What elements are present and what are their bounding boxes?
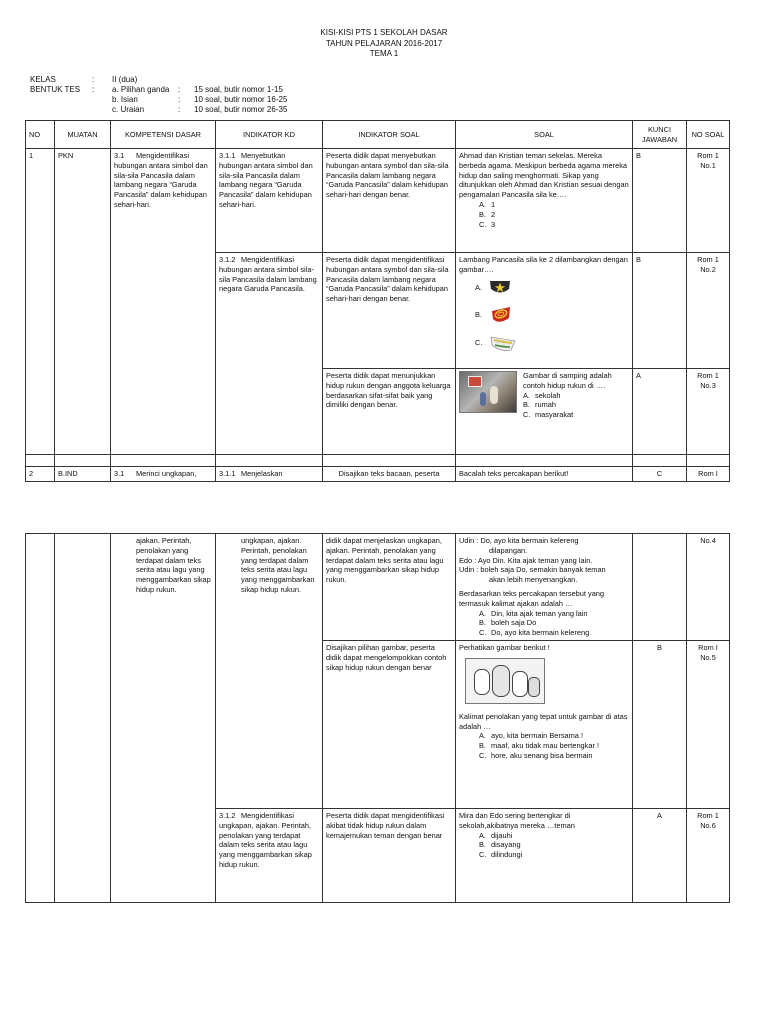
col-header-soal: SOAL [456, 121, 633, 149]
table-row [26, 149, 730, 253]
option-item: A. ayo, kita bermain Bersama ! [479, 731, 584, 741]
option-item: C. masyarakat [523, 410, 574, 420]
cell-indikator-kd: 3.1.2 Mengidentifikasi ungkapan, ajakan. Perintah, penolakan yang terdapat dalam teks serita atau lagu yang menggambarkan sikap hidup rukun. [216, 808, 323, 902]
table-header-row [26, 121, 730, 149]
family-photo-image [459, 371, 517, 413]
ikd-text: Menyebutkan hubungan antara simbol dan sila-sila Pancasila dalam lambang negara “Garuda Pancasila” dalam kehidupan sehari-hari. [219, 151, 313, 209]
cell-no [26, 534, 55, 903]
option-item: A. [475, 279, 629, 297]
cell-kunci: C [633, 467, 687, 482]
cell-indikator-kd: 3.1.1 Menyebutkan hubungan antara simbol dan sila-sila Pancasila dalam lambang negara “Garuda Pancasila” dalam kehidupan sehari-hari. [216, 149, 323, 253]
answer-options [459, 200, 629, 229]
cell-soal [456, 149, 633, 253]
option-item: B. maaf, aku tidak mau bertengkar ! [479, 741, 600, 751]
option-item: B. rumah [523, 400, 556, 410]
test-type-label: b. Isian [112, 95, 138, 104]
question-text: Gambar di samping adalah contoh hidup rukun di …. [523, 371, 612, 390]
children-quarrel-image [465, 658, 545, 704]
cell-soal: Bacalah teks percakapan berikut! [456, 467, 633, 482]
dialog: Udin : Do, ayo kita bermain kelereng dilapangan. Edo : Ayo Din. Kita ajak teman yang lain. Udin : boleh saja Do, semakin banyak teman akan lebih menyenangkan. [459, 536, 629, 585]
cell-no-soal: Rom 1 No.2 [687, 253, 730, 369]
option-item: C. hore, aku senang bisa bermain [479, 750, 593, 760]
option-item: B. 2 [479, 209, 496, 219]
question-intro: Perhatikan gambar berikut ! [459, 642, 550, 652]
cell-indikator-kd: ungkapan, ajakan. Perintah, penolakan yang terdapat dalam teks serita atau lagu yang menggambarkan sikap hidup rukun. [216, 534, 323, 809]
col-header-kunci: KUNCI JAWABAN [633, 121, 687, 149]
question-text: Mira dan Edo sering bertengkar di sekolah,akibatnya mereka …teman [459, 810, 575, 830]
table-row [26, 534, 730, 641]
cell-no-soal: No.4 [687, 534, 730, 641]
answer-options [459, 609, 629, 638]
col-header-no-soal: NO SOAL [687, 121, 730, 149]
option-item: C. Do, ayo kita bermain kelereng [479, 628, 590, 638]
col-header-indikator-soal: INDIKATOR SOAL [323, 121, 456, 149]
cell-muatan [55, 534, 111, 903]
col-header-muatan: MUATAN [55, 121, 111, 149]
cell-soal [456, 534, 633, 641]
cell-kunci: B [633, 149, 687, 253]
cell-no: 2 [26, 467, 55, 482]
cell-kunci: A [633, 808, 687, 902]
test-type-label: c. Uraian [112, 105, 145, 114]
test-type-value: 10 soal, butir nomor 26-35 [194, 105, 288, 114]
kisi-kisi-table-page-2 [25, 533, 730, 903]
cell-muatan: PKN [55, 149, 111, 455]
cell-muatan: B.IND [55, 467, 111, 482]
cell-indikator-soal: Peserta didik dapat menyebutkan hubungan antara symbol dan sila-sila Pancasila dalam lambang negara “Garuda Pancasila” dalam kehidupan sehari-hari dengan benar. [323, 149, 456, 253]
dialog-line: Udin : Do, ayo kita bermain kelereng [459, 536, 579, 545]
cell-kunci: B [633, 253, 687, 369]
cell-kunci: A [633, 369, 687, 455]
cell-kompetensi-dasar: 3.1 Mengidentifikasi hubungan antara simbol dan sila-sila Pancasila dalam lambang negara “Garuda Pancasila” dalam kehidupan sehari-hari. [111, 149, 216, 455]
test-type-label: a. Pilihan ganda [112, 85, 170, 94]
cell-indikator-soal: didik dapat menjelaskan ungkapan, ajakan. Perintah, penolakan yang terdapat dalam teks serita atau lagu yang menggambarkan sikap hidup rukun. [323, 534, 456, 641]
ikd-text: Mengidentifikasi ungkapan, ajakan. Perintah, penolakan yang terdapat dalam teks serita atau lagu yang menggambarkan sikap hidup rukun. [219, 810, 312, 869]
col-header-no: NO [26, 121, 55, 149]
option-item: A. sekolah [523, 390, 561, 400]
option-item: A. dijauhi [479, 830, 513, 840]
header-title: KISI-KISI PTS 1 SEKOLAH DASAR [320, 28, 448, 37]
answer-options [523, 391, 629, 420]
rice-cotton-emblem-icon [489, 333, 517, 353]
cell-kunci: B [633, 640, 687, 808]
cell-indikator-kd: 3.1.1 Menjelaskan [216, 467, 323, 482]
exam-meta: KELAS : II (dua) BENTUK TES : a. Pilihan ganda : 15 soal, butir nomor 1-15 b. Isian : 10 soal, butir nomor 16-25 c. Uraian : 10 soal, butir nomor 26-35 [30, 75, 288, 114]
cell-soal [456, 253, 633, 369]
cell-soal [456, 808, 633, 902]
kisi-kisi-table-page-1 [25, 120, 730, 482]
dialog-line: Edo : Ayo Din. Kita ajak teman yang lain. [459, 555, 593, 565]
question-text: Ahmad dan Kristian teman sekelas. Mereka berbeda agama. Meskipun berbeda agama mereka hidup dan saling menghormati. Sikap yang ditunjukkan oleh Ahmad dan Kristian sesuai dengan pengamalan Pancasila sila ke…. [459, 151, 629, 200]
option-item: C. 3 [479, 219, 496, 229]
answer-options [459, 731, 629, 760]
option-item: B. [475, 305, 629, 325]
kelas-label: KELAS [30, 75, 56, 84]
cell-no-soal: Rom 1 No.1 [687, 149, 730, 253]
bentuk-tes-label: BENTUK TES [30, 85, 81, 94]
cell-no-soal: Rom 1 No.3 [687, 369, 730, 455]
chain-emblem-icon [489, 305, 513, 325]
col-header-indikator-kd: INDIKATOR KD [216, 121, 323, 149]
cell-indikator-soal: Disajikan teks bacaan, peserta [323, 467, 456, 482]
star-emblem-icon [489, 279, 511, 297]
table-row [26, 455, 730, 467]
cell-soal [456, 640, 633, 808]
option-item: C. dilindungi [479, 850, 523, 860]
col-header-kd: KOMPETENSI DASAR [111, 121, 216, 149]
cell-no: 1 [26, 149, 55, 455]
cell-no-soal: Rom I No.5 [687, 640, 730, 808]
question-text: Lambang Pancasila sila ke 2 dilambangkan dengan gambar…. [459, 255, 628, 274]
kd-text: Mengidentifikasi hubungan antara simbol dan sila-sila Pancasila dalam lambang negara “Garuda Pancasila” dalam kehidupan sehari-hari. [114, 151, 208, 209]
test-type-value: 10 soal, butir nomor 16-25 [194, 95, 288, 104]
option-item: B. boleh saja Do [479, 618, 537, 628]
option-item: B. disayang [479, 840, 521, 850]
table-row [26, 467, 730, 482]
header-year: TAHUN PELAJARAN 2016-2017 [325, 38, 443, 48]
document-header [0, 28, 768, 60]
cell-no-soal: Rom I [687, 467, 730, 482]
option-item: A. Din, kita ajak teman yang lain [479, 608, 588, 618]
cell-indikator-kd: 3.1.2 Mengidentifikasi hubungan antara simbol sila-sila Pancasila dalam lambang negara Garuda Pancasila. [216, 253, 323, 455]
cell-kompetensi-dasar: 3.1 Merinci ungkapan, [111, 467, 216, 482]
cell-indikator-soal: Peserta didik dapat menunjukkan hidup rukun dengan anggota keluarga berdasarkan sifat-sifat baik yang dimiliki dengan benar. [323, 369, 456, 455]
cell-indikator-soal: Peserta didik dapat mengidentifikasi hubungan antara symbol dan sila-sila Pancasila dalam lambang negara “Garuda Pancasila” dalam kehidupan sehari-hari dengan benar. [323, 253, 456, 369]
cell-indikator-soal: Peserta didik dapat mengidentifikasi akibat tidak hidup rukun dalam kemajemukan teman dengan benar [323, 808, 456, 902]
ikd-text: Mengidentifikasi hubungan antara simbol sila-sila Pancasila dalam lambang negara Garuda Pancasila. [219, 255, 317, 294]
dialog-line: Udin : boleh saja Do, semakin banyak teman [459, 565, 606, 575]
option-item: C. [475, 333, 629, 353]
test-type-value: 15 soal, butir nomor 1-15 [194, 85, 283, 94]
cell-kompetensi-dasar: ajakan. Perintah, penolakan yang terdapat dalam teks serita atau lagu yang menggambarkan sikap hidup rukun. [111, 534, 216, 903]
kelas-value: II (dua) [112, 75, 138, 84]
cell-no-soal: Rom 1 No.6 [687, 808, 730, 902]
question-text: Kalimat penolakan yang tepat untuk gambar di atas adalah … [459, 711, 628, 731]
option-item: A. 1 [479, 199, 496, 209]
header-theme: TEMA 1 [369, 49, 399, 58]
cell-kunci [633, 534, 687, 641]
cell-soal [456, 369, 633, 455]
answer-options [459, 831, 629, 860]
cell-indikator-soal: Disajikan pilihan gambar, peserta didik dapat mengelompokkan contoh sikap hidup rukun dengan benar [323, 640, 456, 808]
question-text: Berdasarkan teks percakapan tersebut yang termasuk kalimat ajakan adalah … [459, 588, 605, 608]
